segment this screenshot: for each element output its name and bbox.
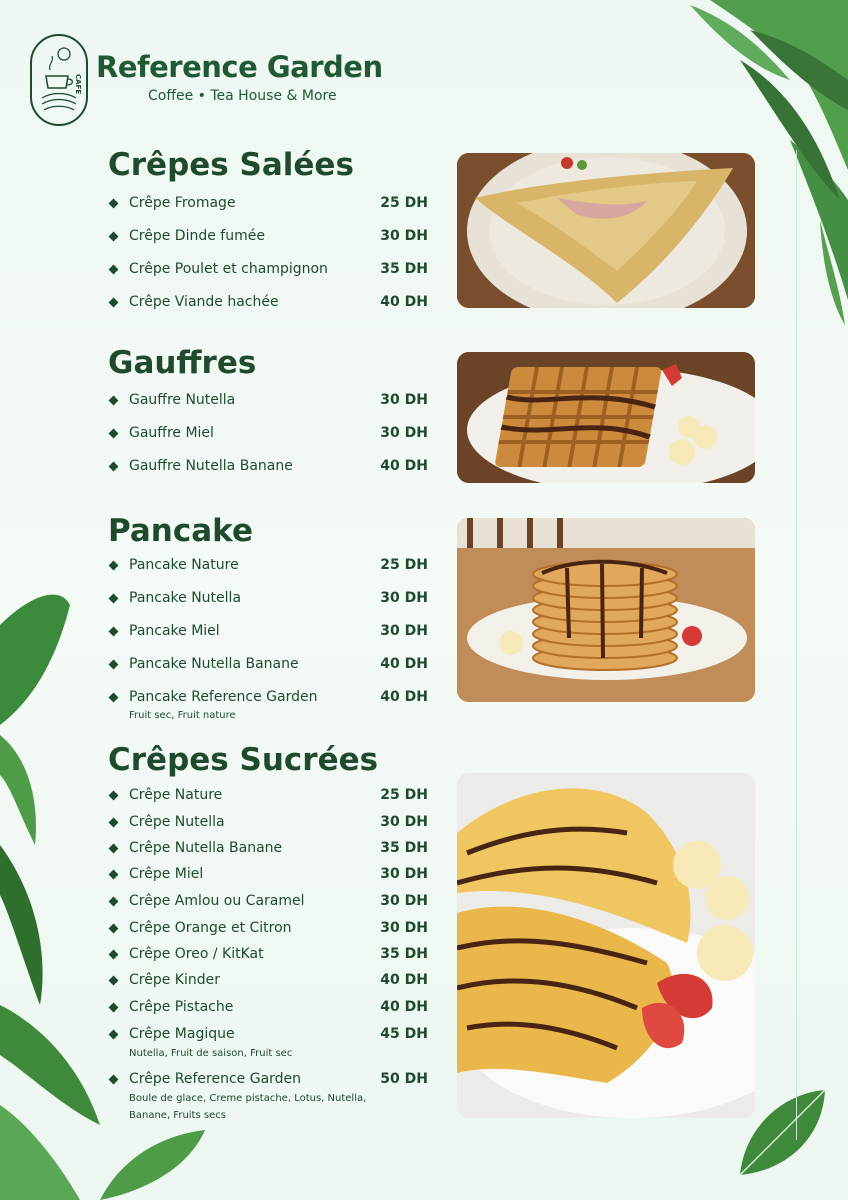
item-price: 35 DH: [380, 261, 428, 277]
list-item: [108, 1071, 428, 1091]
list-item: [108, 866, 428, 886]
list-item: [108, 656, 428, 676]
item-name: Crêpe Viande hachée: [129, 294, 279, 310]
item-price: 30 DH: [380, 392, 428, 408]
item-name: Gauffre Nutella Banane: [129, 458, 293, 474]
item-name: Crêpe Kinder: [129, 972, 220, 988]
item-name: Crêpe Fromage: [129, 195, 236, 211]
item-price: 40 DH: [380, 458, 428, 474]
item-name: Crêpe Reference Garden: [129, 1071, 302, 1087]
item-price: 30 DH: [380, 893, 428, 909]
diamond-bullet-icon: [109, 844, 119, 854]
item-name: Crêpe Poulet et champignon: [129, 261, 328, 277]
frame-divider-line: [796, 150, 797, 1140]
item-price: 45 DH: [380, 1026, 428, 1042]
item-note: Nutella, Fruit de saison, Fruit sec: [129, 1048, 293, 1059]
diamond-bullet-icon: [109, 298, 119, 308]
list-item: [108, 840, 428, 860]
diamond-bullet-icon: [109, 232, 119, 242]
item-note: Fruit sec, Fruit nature: [129, 710, 236, 721]
item-price: 30 DH: [380, 814, 428, 830]
item-price: 40 DH: [380, 999, 428, 1015]
section-title-crepes-salees: Crêpes Salées: [108, 147, 354, 183]
list-item: [108, 195, 428, 215]
item-name: Crêpe Oreo / KitKat: [129, 946, 264, 962]
list-item: [108, 1026, 428, 1046]
item-price: 50 DH: [380, 1071, 428, 1087]
sweet-crepe-photo: [457, 773, 755, 1118]
list-item: [108, 689, 428, 709]
item-name: Crêpe Nutella: [129, 814, 225, 830]
diamond-bullet-icon: [109, 429, 119, 439]
section-title-crepes-sucrees: Crêpes Sucrées: [108, 742, 379, 778]
list-item: [108, 787, 428, 807]
list-item: [108, 557, 428, 577]
item-name: Gauffre Miel: [129, 425, 214, 441]
item-price: 40 DH: [380, 656, 428, 672]
item-name: Pancake Nature: [129, 557, 239, 573]
item-price: 25 DH: [380, 195, 428, 211]
diamond-bullet-icon: [109, 791, 119, 801]
item-name: Crêpe Dinde fumée: [129, 228, 265, 244]
list-item: [108, 590, 428, 610]
item-price: 30 DH: [380, 866, 428, 882]
list-item: [108, 999, 428, 1019]
section-title-gauffres: Gauffres: [108, 345, 257, 381]
item-price: 40 DH: [380, 972, 428, 988]
list-item: [108, 294, 428, 314]
list-item: [108, 893, 428, 913]
item-name: Pancake Nutella: [129, 590, 242, 606]
list-item: [108, 425, 428, 445]
diamond-bullet-icon: [109, 693, 119, 703]
item-note: Banane, Fruits secs: [129, 1110, 226, 1121]
list-item: [108, 261, 428, 281]
item-note: Boule de glace, Creme pistache, Lotus, Nutella,: [129, 1093, 367, 1104]
list-item: [108, 946, 428, 966]
item-price: 25 DH: [380, 557, 428, 573]
item-price: 40 DH: [380, 294, 428, 310]
pancake-photo: [457, 518, 755, 702]
item-name: Crêpe Nutella Banane: [129, 840, 283, 856]
palm-leaf-decoration-left: [0, 585, 110, 1200]
logo-cafe-text: CAFE: [74, 74, 82, 95]
item-name: Crêpe Pistache: [129, 999, 234, 1015]
item-name: Gauffre Nutella: [129, 392, 236, 408]
diamond-bullet-icon: [109, 1003, 119, 1013]
item-price: 35 DH: [380, 946, 428, 962]
item-price: 25 DH: [380, 787, 428, 803]
item-price: 30 DH: [380, 623, 428, 639]
diamond-bullet-icon: [109, 976, 119, 986]
diamond-bullet-icon: [109, 396, 119, 406]
item-price: 30 DH: [380, 590, 428, 606]
diamond-bullet-icon: [109, 594, 119, 604]
list-item: [108, 458, 428, 478]
diamond-bullet-icon: [109, 924, 119, 934]
section-title-pancake: Pancake: [108, 513, 253, 549]
list-item: [108, 623, 428, 643]
item-name: Crêpe Nature: [129, 787, 223, 803]
brand-tagline: Coffee • Tea House & More: [148, 88, 337, 104]
diamond-bullet-icon: [109, 462, 119, 472]
item-price: 30 DH: [380, 228, 428, 244]
diamond-bullet-icon: [109, 1030, 119, 1040]
diamond-bullet-icon: [109, 818, 119, 828]
diamond-bullet-icon: [109, 950, 119, 960]
diamond-bullet-icon: [109, 627, 119, 637]
diamond-bullet-icon: [109, 199, 119, 209]
item-price: 35 DH: [380, 840, 428, 856]
list-item: [108, 814, 428, 834]
diamond-bullet-icon: [109, 897, 119, 907]
brand-name: Reference Garden: [96, 50, 383, 84]
item-name: Crêpe Amlou ou Caramel: [129, 893, 305, 909]
item-name: Crêpe Orange et Citron: [129, 920, 292, 936]
item-price: 40 DH: [380, 689, 428, 705]
diamond-bullet-icon: [109, 660, 119, 670]
diamond-bullet-icon: [109, 265, 119, 275]
logo-badge: [30, 34, 88, 126]
item-name: Crêpe Magique: [129, 1026, 235, 1042]
diamond-bullet-icon: [109, 1075, 119, 1085]
item-name: Crêpe Miel: [129, 866, 204, 882]
diamond-bullet-icon: [109, 870, 119, 880]
list-item: [108, 972, 428, 992]
waffle-photo: [457, 352, 755, 483]
item-name: Pancake Reference Garden: [129, 689, 318, 705]
diamond-bullet-icon: [109, 561, 119, 571]
item-name: Pancake Nutella Banane: [129, 656, 299, 672]
list-item: [108, 392, 428, 412]
list-item: [108, 920, 428, 940]
savory-crepe-photo: [457, 153, 755, 308]
item-price: 30 DH: [380, 920, 428, 936]
item-price: 30 DH: [380, 425, 428, 441]
leaf-decoration-bottom-left: [90, 1120, 210, 1200]
list-item: [108, 228, 428, 248]
item-name: Pancake Miel: [129, 623, 220, 639]
